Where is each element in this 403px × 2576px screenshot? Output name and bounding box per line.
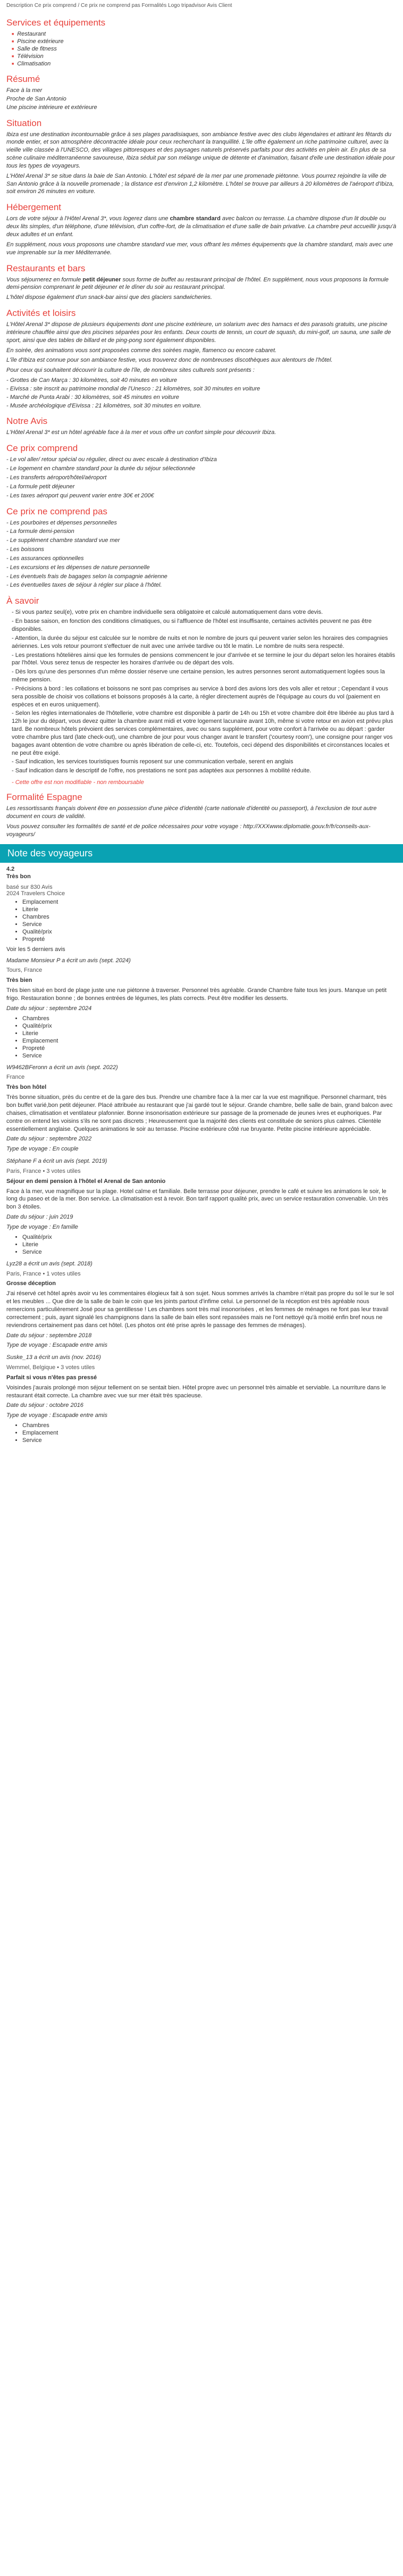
hebergement-text: Lors de votre séjour à l'Hôtel Arenal 3*, vous logerez dans une chambre standard avec balcon ou terrasse. La chambre dispose d'un lit double ou deux lits simples, d'un téléphone, d'une télévision, d'un coffre-fort, de la climatisation et d'une salle de bain privative. La chambre peut accueillir jusqu'à deux adultes et un enfant. (6, 215, 397, 238)
review-title: Grosse déception (6, 1280, 56, 1287)
activites-text: En soirée, des animations vous sont proposées comme des soirées magie, flamenco ou encore cabaret. (6, 347, 277, 354)
award: 2024 Travelers Choice (6, 890, 65, 897)
list-item: • Propreté (22, 1045, 397, 1052)
rating-score: 4.2 (6, 865, 15, 872)
list-item: • Chambres (22, 1015, 397, 1022)
review-type: Type de voyage : En couple (6, 1146, 79, 1153)
list-item: - Les transferts aéroport/hôtel/aéroport (6, 474, 107, 481)
formalite-title: Formalité Espagne (6, 792, 82, 803)
list-item: ■ Climatisation (12, 60, 397, 68)
activites-text: Pour ceux qui souhaitent découvrir la culture de l'île, de nombreux sites culturels sont présents : (6, 367, 255, 374)
review-author: Stéphane F a écrit un avis (sept. 2019) (6, 1158, 107, 1165)
rating-label: Très bon (6, 873, 31, 880)
list-item: - Le logement en chambre standard pour la durée du séjour sélectionnée (6, 465, 196, 472)
list-item: ■ Restaurant (12, 30, 397, 38)
list-item: • Chambres (22, 1422, 397, 1429)
list-item: - Marché de Punta Arabi : 30 kilomètres, soit 45 minutes en voiture (6, 394, 179, 401)
review-date: Date du séjour : septembre 2022 (6, 1136, 92, 1143)
list-item: - Les éventuels frais de bagages selon la compagnie aérienne (6, 573, 167, 580)
hebergement-text: En supplément, nous vous proposons une chambre standard vue mer, vous offrant les mêmes équipements que la chambre standard, mais avec une vue imprenable sur la mer Méditerranée. (6, 241, 393, 256)
list-item: • Literie (22, 1030, 397, 1037)
restauration-text: Vous séjournerez en formule petit déjeuner sous forme de buffet au restaurant principal de l'hôtel. En supplément, nous vous proposons la formule demi-pension comprenant le petit déjeuner et le dîner du soir au restaurant principal. (6, 276, 389, 291)
list-item: - Les boissons (6, 546, 44, 553)
review-type: Type de voyage : Escapade entre amis (6, 1342, 107, 1349)
review-author: Suske_13 a écrit un avis (nov. 2016) (6, 1354, 101, 1361)
formalite-text: Les ressortissants français doivent être en possession d'une pièce d'identité (carte nationale d'identité ou passeport), à l'exclusion de tout autre document en cours de validité. (6, 805, 377, 820)
review-title: Séjour en demi pension à l'hôtel el Arenal de San antonio (6, 1178, 166, 1185)
activites-title: Activités et loisirs (6, 308, 76, 319)
list-item: • Literie (22, 906, 397, 913)
review-date: Date du séjour : octobre 2016 (6, 1402, 83, 1409)
situation-text: Ibiza est une destination incontournable grâce à ses plages paradisiaques, son ambiance festive avec des clubs légendaires et attirant les fêtards du monde entier, et son atmosphère décontractée idéale pour ceux recherchant la tranquillité. L'île offre également un riche patrimoine culturel, avec la vieille ville classée à l'UNESCO, des villages pittoresques et des paysages naturels préservés parfaits pour des activités en plein air. En plus de sa scène culinaire méditerranéenne savoureuse, Ibiza séduit par son mélange unique de détente et d'animation, faisant d'elle une destination idéale pour tous les types de voyageurs. (6, 131, 395, 169)
list-item: - Les excursions et les dépenses de nature personnelle (6, 564, 150, 571)
tab-bar[interactable]: Description Ce prix comprend / Ce prix ne comprend pas Formalités Logo tripadvisor Avis Client (6, 3, 232, 9)
list-item: • Chambres (22, 913, 397, 921)
list-item: - La formule demi-pension (6, 528, 74, 535)
review-location: Paris, France • 1 votes utiles (6, 1270, 81, 1277)
review-author: W9462BFeronn a écrit un avis (sept. 2022) (6, 1064, 118, 1071)
review (6, 1260, 397, 1349)
resume-title: Résumé (6, 74, 40, 84)
list-item: • Service (22, 1052, 397, 1060)
list-item: - En basse saison, en fonction des conditions climatiques, ou si l'affluence de l'hôtel est insuffisante, certaines activités peuvent ne pas être disponibles. (12, 618, 372, 632)
review-title: Très bon hôtel (6, 1084, 47, 1091)
activites-text: L'île d'Ibiza est connue pour son ambiance festive, vous trouverez donc de nombreuses discothèques aux alentours de l'hôtel. (6, 357, 333, 364)
list-item: - Sauf indication dans le descriptif de l'offre, nos prestations ne sont pas adaptées aux personnes à mobilité réduite. (12, 768, 312, 774)
list-item: - Les taxes aéroport qui peuvent varier entre 30€ et 200€ (6, 492, 154, 499)
list-item: - Musée archéologique d'Eivissa : 21 kilomètres, soit 30 minutes en voiture. (6, 402, 202, 409)
list-item: • Qualité/prix (22, 1022, 397, 1030)
resume-line: Proche de San Antonio (6, 95, 66, 102)
review-author: Lyz28 a écrit un avis (sept. 2018) (6, 1260, 93, 1267)
review (6, 957, 397, 1060)
review-body: Très bien situé en bord de plage juste une rue piétonne à traverser. Personnel très agréable. Grande Chambre faite tous les jours. Manque un petit frigo. Restauration bonne ; de bonnes entrées de légumes, les plats corrects. Peut être modifier les desserts. (6, 987, 387, 1002)
review-body: Face à la mer, vue magnifique sur la plage. Hotel calme et familiale. Belle terrasse pour déjeuner, prendre le café et suivre les animations le soir, le long du paseo et de la mer. Bon service. La climatisation est à revoir. Bon tarif rapport qualité prix, avec un service restauration convenable. Un très bon 3 étoiles. (6, 1188, 388, 1211)
avis-title: Notre Avis (6, 416, 48, 427)
list-item: - Le vol aller/ retour spécial ou régulier, direct ou avec escale à destination d'Ibiza (6, 456, 217, 463)
ne-comprend-title: Ce prix ne comprend pas (6, 506, 107, 516)
list-item: - Les assurances optionnelles (6, 555, 84, 562)
asavoir-title: À savoir (6, 596, 39, 606)
list-item: • Emplacement (22, 1429, 397, 1437)
list-item: - La formule petit déjeuner (6, 483, 75, 490)
list-item: • Qualité/prix (22, 928, 397, 936)
list-item: - Selon les règles internationales de l'hôtellerie, votre chambre est disponible à partir de 14h ou 15h et votre chambre doit être libérée au plus tard à 12h le jour du départ, vous devez quitter la chambre avant midi et votre logement lacunaire avant 10h, même si votre retour en avion est prévu plus tard. Be nombreux hôtels prévoient des services complémentaires, avec ou sans supplément, pour votre confort à l'arrivée ou au départ : garder votre chambre plus tard (late check-out), une chambre de jour pour vous changer avant le transfert ('courtesy room'), une consigne pour ranger vos bagages avant obtention de votre chambre ou après libération de celle-ci, etc. Toutefois, ceci dépend des disponibilités et circonstances locales et ne peut être exigé. (12, 710, 394, 756)
review-author: Madame Monsieur P a écrit un avis (sept. 2024) (6, 957, 131, 964)
review (6, 1354, 397, 1444)
list-item: - Si vous partez seul(e), votre prix en chambre individuelle sera obligatoire et calculé automatiquement dans votre devis. (12, 609, 323, 616)
review (6, 1157, 397, 1256)
review-title: Très bien (6, 977, 32, 984)
notes-header: Note des voyageurs (0, 844, 403, 863)
activites-text: L'Hôtel Arenal 3* dispose de plusieurs équipements dont une piscine extérieure, un solarium avec des hamacs et des parasols gratuits, une piscine intérieure chauffée ainsi que des piscines séparées pour les enfants. Deux courts de tennis, un court de squash, du mini-golf, un sauna, une salle de sport, ainsi que des tables de billard et de ping-pong sont également disponibles. (6, 321, 391, 344)
services-list (6, 30, 397, 68)
list-item: - Sauf indication, les services touristiques fournis reposent sur une communication verbale, serent en anglais (12, 758, 293, 765)
review-location: Paris, France • 3 votes utiles (6, 1168, 81, 1174)
list-item: - Précisions à bord : les collations et boissons ne sont pas comprises au service à bord des avions lors des vols aller et retour ; Cependant il vous sera possible de choisir vos collations et boissons proposés à la carte, à régler directement auprès de l'équipage au cours du vol (paiement en espèces et en euros uniquement). (12, 685, 389, 708)
review (6, 1064, 397, 1153)
restauration-text: L'hôtel dispose également d'un snack-bar ainsi que des glaciers sandwicheries. (6, 294, 212, 301)
review-date: Date du séjour : juin 2019 (6, 1214, 73, 1221)
list-item: • Qualité/prix (22, 1233, 397, 1241)
review-body: Voisindes j'aurais prolongé mon séjour tellement on se sentait bien. Hôtel propre avec un personnel très aimable et serviable. La nourriture dans le restaurant était correcte. La chambre avec vue sur mer était très spacieuse. (6, 1384, 386, 1399)
avis-text: L'Hôtel Arenal 3* est un hôtel agréable face à la mer et vous offre un confort simple pour découvrir Ibiza. (6, 429, 276, 436)
restauration-title: Restaurants et bars (6, 263, 86, 273)
criteria-list (6, 898, 397, 943)
list-item: - Les prestations hôtelières ainsi que les formules de pensions commencent le jour d'arrivée et se termine le jour du départ selon les horaires établis par l'hôtel. Vous serez tenus de respecter les horaires d'arrivée ou de départ des vols. (12, 652, 396, 666)
list-item: - Le supplément chambre standard vue mer (6, 537, 120, 544)
list-item: ■ Télévision (12, 53, 397, 60)
comprend-title: Ce prix comprend (6, 443, 78, 454)
non-refundable-note: - Cette offre est non modifiable - non remboursable (12, 779, 144, 786)
situation-text: L'Hôtel Arenal 3* se situe dans la baie de San Antonio. L'hôtel est séparé de la mer par une promenade piétonne. Vous pourrez rejoindre la ville de San Antonio grâce à la nouvelle promenade ; la distance est d'environ 1,2 kilomètre. L'hôtel se trouve par ailleurs à 20 kilomètres de l'aéroport d'Ibiza, soit environ 26 minutes en voiture. (6, 172, 394, 195)
review-date: Date du séjour : septembre 2018 (6, 1332, 92, 1339)
review-location: Wemmel, Belgique • 3 votes utiles (6, 1364, 95, 1371)
list-item: • Emplacement (22, 1037, 397, 1045)
list-item: - Dès lors qu'une des personnes d'un même dossier réserve une certaine pension, les autres personnes seront automatiquement logées sous la même pension. (12, 669, 385, 683)
resume-line: Une piscine intérieure et extérieure (6, 104, 97, 111)
review-type: Type de voyage : En famille (6, 1223, 78, 1230)
list-item: ■ Piscine extérieure (12, 38, 397, 45)
list-item: - Les éventuelles taxes de séjour à régler sur place à l'hôtel. (6, 582, 162, 589)
list-item: • Service (22, 1437, 397, 1444)
list-item: ■ Salle de fitness (12, 45, 397, 53)
list-item: • Emplacement (22, 898, 397, 906)
list-item: • Propreté (22, 936, 397, 943)
review-title: Parfait si vous n'êtes pas pressé (6, 1374, 97, 1381)
last-reviews-link[interactable]: Voir les 5 derniers avis (6, 946, 65, 953)
review-location: Tours, France (6, 967, 43, 974)
list-item: • Service (22, 921, 397, 928)
list-item: • Service (22, 1248, 397, 1256)
review-location: France (6, 1074, 25, 1081)
situation-title: Situation (6, 118, 42, 128)
review-body: J'ai réservé cet hôtel après avoir vu les commentaires élogieux fait à son sujet. Nous sommes arrivés la chambre n'était pas propre du sol le sur le sol et les meubles ... Que dire de la salle de bain le coin que les joints partout d'infime celui. Le personnel de la réception est très agréable nous remercions particulièrement José pour sa gentillesse ! Les chambres sont très mal insonorisées , et les femmes de ménages ne font pas leur travail correctement ; puis, ayant signalé les champignons dans la salle de bain elles sont repassées mais ne l'ont nettoyé qu'à moitié enfin bref nous ne reviendrons certainement pas dans cet hôtel. (Les photos ont été prise après le passage des femmes de ménages). (6, 1290, 394, 1329)
list-item: - Attention, la durée du séjour est calculée sur le nombre de nuits et non le nombre de jours qui peuvent varier selon les horaires des compagnies aériennes. Les vols retour pourront s'effectuer de nuit avec une arrivée tardive ou tôt le matin. Le nombre de nuits sera respecté. (12, 635, 388, 649)
formalite-text[interactable]: Vous pouvez consulter les formalités de santé et de police nécessaires pour votre voyage : http://XXXwww.diplomatie.gouv.fr/fr/conseils-aux-voyageurs/ (6, 823, 371, 838)
list-item: - Eivissa : site inscrit au patrimoine mondial de l'Unesco : 21 kilomètres, soit 30 minutes en voiture (6, 385, 261, 392)
review-body: Très bonne situation, près du centre et de la gare des bus. Prendre une chambre face à la mer car la vue est magnifique. Personnel charmant, très bon buffet varié,bon petit déjeuner. Placé attribuée au restaurant que j'ai gardé tout le séjour. Grande chambre, belle salle de bain, grand balcon avec chaises, climatisation et ventilateur plafonnier. Bonne insonorisation extérieure sur passage de la promenade de jeunes ivres et euphoriques. Par contre on entend les voisins s'ils ne sont pas discrets ; Heureusement que la majorité des clients est constituée de seniors plus calmes. Clientèle essentiellement anglaise. Quelques animations le soir au terrasse. Piscine extérieure côté rue bruyante. Petite piscine intérieure appréciable. (6, 1094, 393, 1132)
hebergement-title: Hébergement (6, 202, 62, 213)
resume-line: Face à la mer (6, 87, 43, 94)
list-item: • Literie (22, 1241, 397, 1248)
list-item: - Grottes de Can Marça : 30 kilomètres, soit 40 minutes en voiture (6, 377, 177, 384)
list-item: - Les pourboires et dépenses personnelles (6, 519, 117, 526)
rating-count: basé sur 830 Avis (6, 883, 53, 890)
review-date: Date du séjour : septembre 2024 (6, 1005, 92, 1012)
services-title: Services et équipements (6, 18, 106, 28)
review-type: Type de voyage : Escapade entre amis (6, 1412, 107, 1419)
